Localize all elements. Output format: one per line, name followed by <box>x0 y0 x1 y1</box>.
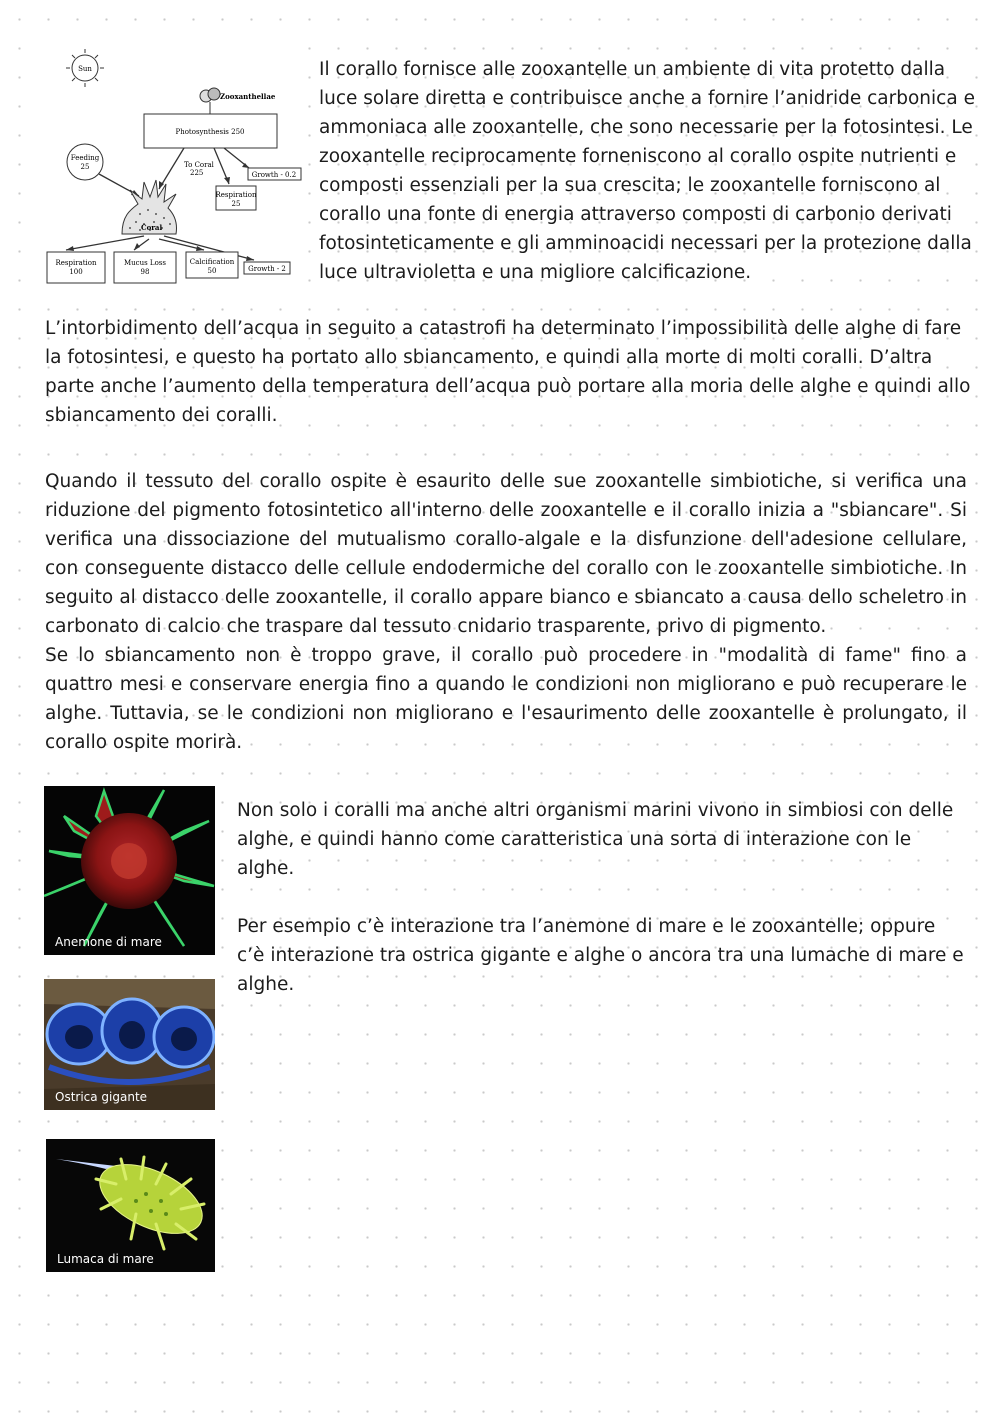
to-coral-label: To Coral <box>184 161 214 169</box>
sun-label: Sun <box>78 65 92 73</box>
calcification-value: 50 <box>207 267 217 275</box>
growth-bottom-label: Growth - 2 <box>248 265 286 273</box>
respiration-mid-value: 25 <box>231 200 241 208</box>
photosynthesis-label: Photosynthesis 250 <box>175 128 245 136</box>
respiration-value: 100 <box>69 268 83 276</box>
coral-label: Coral <box>141 223 163 232</box>
other-organisms-paragraph: Non solo i coralli ma anche altri organismi marini vivono in simbiosi con delle alghe, e quindi hanno come caratteristica una sorta di interazione con le alghe. <box>237 800 954 879</box>
giant-clam-caption: Ostrica gigante <box>55 1090 148 1104</box>
examples-paragraph: Per esempio c’è interazione tra l’anemone di mare e le zooxantelle; oppure c’è interazione tra ostrica gigante e alghe o ancora tra una lumache di mare e alghe. <box>237 916 964 995</box>
sea-anemone-caption: Anemone di mare <box>55 935 162 949</box>
mucus-loss-value: 98 <box>140 268 150 276</box>
sea-anemone-photo <box>44 786 215 955</box>
starvation-paragraph: Se lo sbiancamento non è troppo grave, il corallo può procedere in "modalità di fame" fino a quattro mesi e conservare energia fino a quando le condizioni non migliorano e può recuperare le alghe. Tuttavia, se le condizioni non migliorano e l'esaurimento delle zooxantelle è prolungato, il corallo ospite morirà. <box>45 645 967 753</box>
respiration-label: Respiration <box>55 259 97 267</box>
turbidity-paragraph: L’intorbidimento dell’acqua in seguito a catastrofi ha determinato l’impossibilità delle alghe di fare la fotosintesi, e questo ha portato allo sbiancamento, e quindi alla morte di molti coralli. D’altra parte anche l’aumento della temperatura dell’acqua può portare alla moria delle alghe e quindi allo sbiancamento dei coralli. <box>45 318 971 426</box>
giant-clam-photo <box>44 979 215 1110</box>
zooxanthellae-label: Zooxanthellae <box>220 92 276 101</box>
bleaching-paragraph: Quando il tessuto del corallo ospite è esaurito delle sue zooxantelle simbiotiche, si verifica una riduzione del pigmento fotosintetico all'interno delle zooxantelle e il corallo inizia a "sbiancare". Si verifica una dissociazione del mutualismo corallo-algale e la disfunzione dell'adesione cellulare, con conseguente distacco delle cellule endodermiche del corallo con le zooxantelle simbiotiche. In seguito al distacco delle zooxantelle, il corallo appare bianco e sbiancato a causa dello scheletro in carbonato di calcio che traspare dal tessuto cnidario trasparente, privo di pigmento. <box>45 471 967 637</box>
respiration-mid-label: Respiration <box>215 191 257 199</box>
bleaching-section <box>45 467 967 757</box>
to-coral-value: 225 <box>190 169 204 177</box>
sea-slug-caption: Lumaca di mare <box>57 1252 154 1266</box>
feeding-label: Feeding <box>70 154 100 162</box>
feeding-circle <box>67 144 103 180</box>
diagram-svg <box>44 44 306 286</box>
feeding-value: 25 <box>80 163 90 171</box>
calcification-label: Calcification <box>189 258 235 266</box>
intro-paragraph: Il corallo fornisce alle zooxantelle un ambiente di vita protetto dalla luce solare diretta e contribuisce anche a fornire l’anidride carbonica e ammoniaca alle zooxantelle, che sono necessarie per la fotosintesi. Le zooxantelle reciprocamente forneniscono al corallo ospite nutrienti e composti essenziali per la sua crescita; le zooxantelle forniscono al corallo una fonte di energia attraverso composti di carbonio derivati fotosinteticamente e gli amminoacidi necessari per la protezione dalla luce ultravioletta e una migliore calcificazione. <box>319 59 975 283</box>
growth-top-label: Growth - 0.2 <box>251 171 297 179</box>
energy-flow-diagram <box>44 44 306 286</box>
mucus-loss-label: Mucus Loss <box>124 259 166 267</box>
other-organisms-section <box>237 796 967 999</box>
sea-slug-photo <box>46 1139 215 1272</box>
